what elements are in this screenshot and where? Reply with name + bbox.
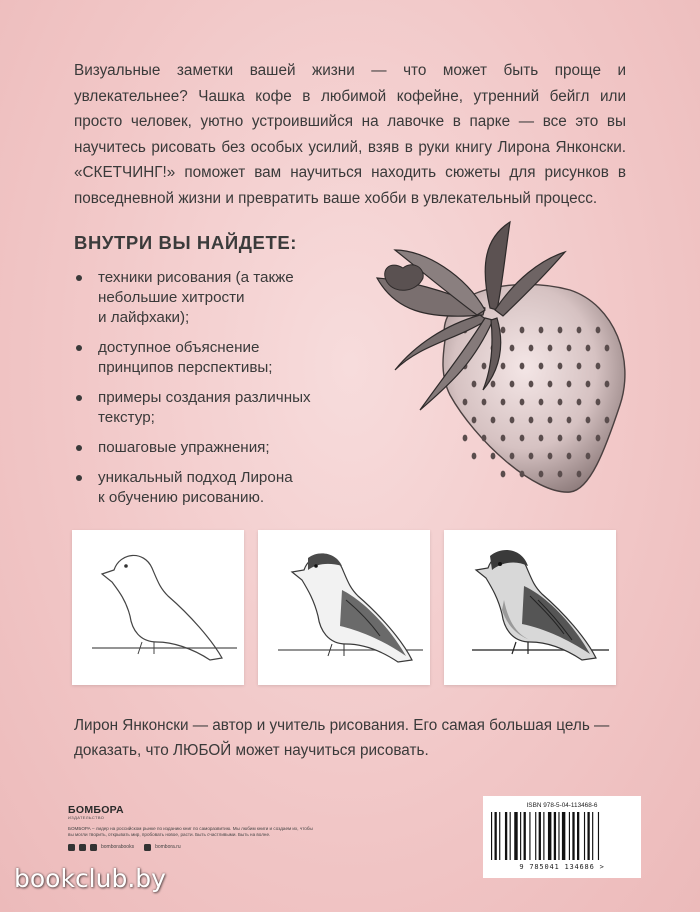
strawberry-seed xyxy=(548,453,553,460)
strawberry-seed xyxy=(463,435,468,442)
intro-paragraph: Визуальные заметки вашей жизни — что может быть проще и увлекательнее? Чашка кофе в любимой кофейне, утренний бейгл или просто человек, уютно устроившийся на лавочке в парке — все это вы научитесь рисовать без особых усилий, взяв в руки книгу Лирона Янконски. «СКЕТЧИНГ!» поможет вам научиться находить сюжеты для рисунков в повседневной жизни и превратить ваше хобби в увлекательный процесс. xyxy=(74,62,626,207)
barcode-bar xyxy=(584,812,585,860)
strawberry-seed xyxy=(596,399,601,406)
strawberry-seed xyxy=(577,363,582,370)
strawberry-seed xyxy=(567,381,572,388)
strawberry-seed xyxy=(501,471,506,478)
strawberry-seed xyxy=(567,417,572,424)
barcode-icon xyxy=(491,812,633,862)
strawberry-seed xyxy=(558,435,563,442)
publisher-description: БОМБОРА – лидер на российском рынке по изданию книг по саморазвитию. Мы любим книги и создаем их, чтобы вы могли творить, открывать мир, пробовать новое, расти. Быть счастливыми. Быть на волне. xyxy=(68,826,313,838)
strawberry-seed xyxy=(586,453,591,460)
publisher-socials xyxy=(68,844,368,851)
bird-finished-sketch xyxy=(444,530,616,685)
strawberry-seed xyxy=(605,381,610,388)
barcode-bar xyxy=(562,812,565,860)
strawberry-seed xyxy=(567,345,572,352)
youtube-icon xyxy=(90,844,97,851)
strawberry-seed xyxy=(510,417,515,424)
barcode-bar xyxy=(554,812,556,860)
strawberry-seed xyxy=(558,327,563,334)
barcode-bar xyxy=(495,812,497,860)
strawberry-illustration xyxy=(365,220,630,500)
telegram-icon xyxy=(79,844,86,851)
strawberry-seed xyxy=(520,327,525,334)
publisher-block xyxy=(68,804,368,851)
strawberry-seed xyxy=(596,435,601,442)
list-item-text: доступное объяснение принципов перспективы; xyxy=(98,339,273,376)
strawberry-seed xyxy=(463,399,468,406)
list-item-text: техники рисования (а также небольшие хитрости и лайфхаки); xyxy=(98,269,294,326)
strawberry-seed xyxy=(501,327,506,334)
bird-step-3-panel xyxy=(444,530,616,685)
list-item xyxy=(74,268,374,328)
strawberry-seed xyxy=(491,417,496,424)
strawberry-seed xyxy=(520,399,525,406)
publisher-tagline: ИЗДАТЕЛЬСТВО xyxy=(68,815,105,820)
barcode-bar xyxy=(577,812,579,860)
strawberry-seed xyxy=(482,435,487,442)
isbn-label: ISBN 978-5-04-113468-6 xyxy=(526,802,598,809)
barcode-bar xyxy=(598,812,599,860)
strawberry-seed xyxy=(510,381,515,388)
bird-step-1-panel xyxy=(72,530,244,685)
strawberry-seed xyxy=(501,435,506,442)
barcode-bar xyxy=(587,812,589,860)
strawberry-seed xyxy=(548,345,553,352)
strawberry-seed xyxy=(577,435,582,442)
barcode-digits: 9 785041 134686 > xyxy=(519,863,605,871)
list-item-text: уникальный подход Лирона к обучению рисованию. xyxy=(98,469,293,506)
strawberry-seed xyxy=(539,363,544,370)
strawberry-seed xyxy=(482,399,487,406)
barcode-bar xyxy=(569,812,570,860)
barcode-bar xyxy=(592,812,593,860)
barcode-bar xyxy=(491,812,492,860)
bird-partial-sketch xyxy=(258,530,430,685)
strawberry-seed xyxy=(472,453,477,460)
strawberry-seed xyxy=(472,417,477,424)
strawberry-seed xyxy=(596,327,601,334)
strawberry-seed xyxy=(577,471,582,478)
list-item-text: примеры создания различных текстур; xyxy=(98,389,311,426)
bird-step-2-panel xyxy=(258,530,430,685)
barcode-box xyxy=(483,796,641,878)
barcode-bar xyxy=(529,812,530,860)
strawberry-seed xyxy=(529,417,534,424)
barcode-bar xyxy=(539,812,541,860)
bullet-dot xyxy=(76,345,82,351)
barcode-bar xyxy=(524,812,526,860)
strawberry-seed xyxy=(586,345,591,352)
barcode-bar xyxy=(499,812,500,860)
list-item-text: пошаговые упражнения; xyxy=(98,439,270,456)
strawberry-seed xyxy=(510,453,515,460)
strawberry-seed xyxy=(529,381,534,388)
strawberry-seed xyxy=(520,435,525,442)
bullet-dot xyxy=(76,395,82,401)
strawberry-seed xyxy=(472,381,477,388)
bullet-dot xyxy=(76,445,82,451)
barcode-bar xyxy=(548,812,551,860)
barcode-bar xyxy=(543,812,544,860)
bullet-dot xyxy=(76,475,82,481)
bird-outline-sketch xyxy=(72,530,244,685)
strawberry-seed xyxy=(520,363,525,370)
list-item xyxy=(74,468,374,508)
strawberry-seed xyxy=(605,417,610,424)
list-item xyxy=(74,438,374,458)
strawberry-seed xyxy=(491,453,496,460)
strawberry-seed xyxy=(548,381,553,388)
barcode-bar xyxy=(558,812,559,860)
list-item xyxy=(74,338,374,378)
strawberry-seed xyxy=(529,453,534,460)
barcode-bar xyxy=(514,812,517,860)
author-bio: Лирон Янконски — автор и учитель рисования. Его самая большая цель — доказать, что ЛЮБОЙ может научиться рисовать. xyxy=(74,717,610,759)
strawberry-seed xyxy=(558,471,563,478)
strawberry-seed xyxy=(539,471,544,478)
strawberry-seed xyxy=(567,453,572,460)
strawberry-seed xyxy=(577,327,582,334)
strawberry-seed xyxy=(596,363,601,370)
barcode-bar xyxy=(572,812,574,860)
strawberry-seed xyxy=(586,381,591,388)
barcode-bar xyxy=(520,812,521,860)
contents-heading: ВНУТРИ ВЫ НАЙДЕТЕ: xyxy=(74,232,298,253)
strawberry-seed xyxy=(577,399,582,406)
bullet-dot xyxy=(76,275,82,281)
social-handle: bomborabooks xyxy=(101,844,135,851)
list-item xyxy=(74,388,374,428)
strawberry-seed xyxy=(586,417,591,424)
strawberry-seed xyxy=(558,399,563,406)
barcode-bar xyxy=(510,812,511,860)
strawberry-seed xyxy=(539,435,544,442)
strawberry-seed xyxy=(510,345,515,352)
strawberry-seed xyxy=(548,417,553,424)
strawberry-seed xyxy=(501,363,506,370)
strawberry-seed xyxy=(558,363,563,370)
barcode-bar xyxy=(505,812,507,860)
strawberry-seed xyxy=(539,399,544,406)
site-watermark: bookclub.by xyxy=(14,864,166,893)
strawberry-seed xyxy=(520,471,525,478)
strawberry-seed xyxy=(491,381,496,388)
strawberry-seed xyxy=(482,363,487,370)
strawberry-seed xyxy=(501,399,506,406)
globe-icon xyxy=(144,844,151,851)
strawberry-seed xyxy=(605,345,610,352)
strawberry-seed xyxy=(529,345,534,352)
publisher-logo: БОМБОРА xyxy=(68,804,124,816)
barcode-bar xyxy=(535,812,536,860)
strawberry-seed xyxy=(539,327,544,334)
contents-list xyxy=(74,268,374,518)
publisher-website: bombora.ru xyxy=(155,844,181,851)
vk-icon xyxy=(68,844,75,851)
